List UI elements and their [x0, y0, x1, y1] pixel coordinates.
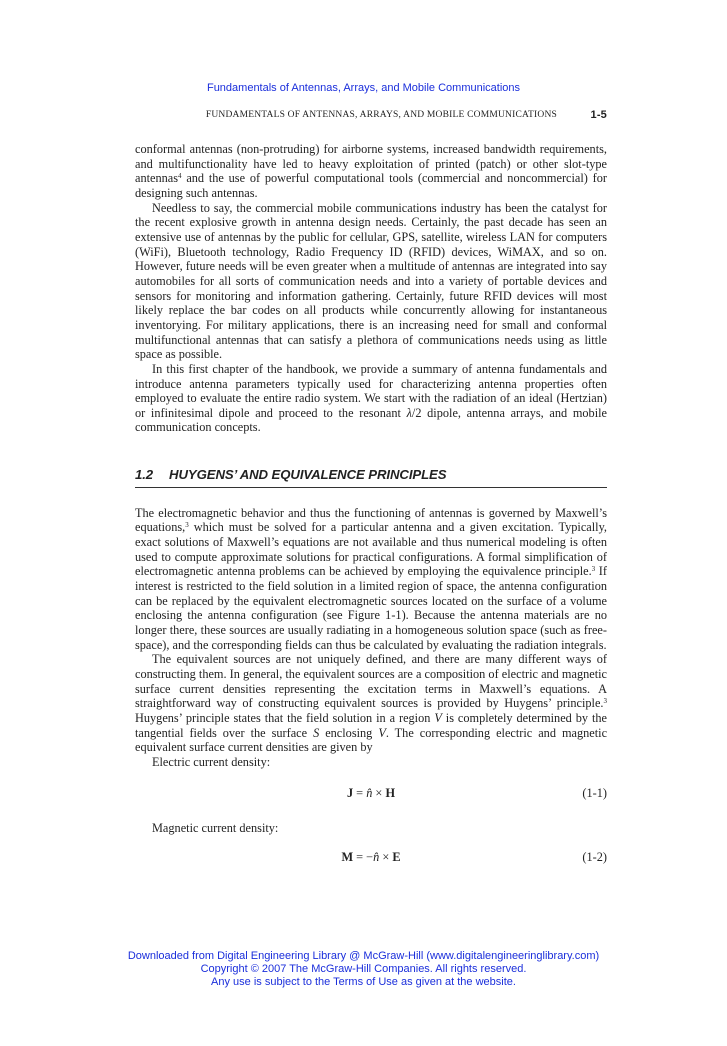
footer-notice [0, 950, 727, 989]
section-title: HUYGENS’ AND EQUIVALENCE PRINCIPLES [169, 467, 447, 483]
equation-1-2-body: M = −n̂ × E [341, 850, 401, 865]
intro-paragraph-2: Needless to say, the commercial mobile communications industry has been the catalyst for the recent explosive growth in antenna design needs. Certainly, the past decade has seen an extensive use of antennas by the public for cellular, GPS, satellite, wireless LAN for computers (WiFi), Bluetooth technology, Radio Frequency ID (RFID) devices, WiMAX, and so on. However, future needs will be even greater when a multitude of antennas are integrated into say automobiles for all sorts of communication needs and into a variety of portable devices and sensors for monitoring and information gathering. Certainly, future RFID devices will most likely replace the bar codes on all products while concurrently allowing for instantaneous inventorying. For military applications, there is an increasing need for small and conformal multifunctional antennas that can satisfy a plethora of communications needs using as little space as possible. [135, 200, 607, 362]
page-number: 1-5 [590, 109, 607, 121]
running-header-title: FUNDAMENTALS OF ANTENNAS, ARRAYS, AND MOBILE COMMUNICATIONS [205, 110, 557, 120]
equation-1-1-body: J = n̂ × H [346, 785, 396, 800]
section-paragraph-1: The electromagnetic behavior and thus the functioning of antennas is governed by Maxwell’s equations,$^3$ which must be solved for a particular antenna and a given excitation. Typically, exact solutions of Maxwell’s equations are not available and thus numerical modeling is often used to compute approximate solutions for practical configurations. A formal simplification of electromagnetic antenna problems can be achieved by employing the equivalence principle.$^3$ If interest is restricted to the field solution in a limited region of space, the antenna configuration can be replaced by the equivalent electromagnetic sources located on the surface of a volume enclosing the antenna configuration (see Figure 1-1). Because the antenna materials are no longer there, these sources are usually radiating in a homogeneous solution space (such as free-space), and the corresponding fields can thus be calculated by evaluating the radiation integrals. [135, 505, 607, 652]
intro-paragraph-1: conformal antennas (non-protruding) for airborne systems, increased bandwidth requirements, and multifunctionality have led to heavy exploitation of printed (patch) or other slot-type antennas$^4$ and the use of powerful computational tools (commercial and noncommercial) for designing such antennas. [135, 142, 607, 200]
magnetic-current-label: Magnetic current density: [152, 820, 279, 835]
equation-1-2 [135, 843, 607, 871]
section-heading [135, 468, 607, 488]
page-content [135, 142, 607, 871]
lambda-symbol: λ [406, 405, 412, 420]
electric-current-label: Electric current density: [152, 754, 271, 769]
footer-download-link[interactable]: Downloaded from Digital Engineering Library @ McGraw-Hill (www.digitalengineeringlibrary.com) [127, 950, 600, 962]
equation-number-1-2: (1-2) [582, 850, 607, 865]
reference-superscript: 3 [603, 697, 607, 706]
intro-paragraph-3: In this first chapter of the handbook, we provide a summary of antenna fundamentals and introduce antenna parameters typically used for characterizing antenna properties often employed to evaluate the entire radio system. We start with the radiation of an ideal (Hertzian) or infinitesimal dipole and proceed to the resonant λ/2 dipole, antenna arrays, and mobile communication concepts. [135, 361, 607, 435]
section-paragraph-2: The equivalent sources are not uniquely defined, and there are many different ways of constructing them. In general, the equivalent sources are a composition of electric and magnetic surface current densities representing the excitation terms in Maxwell’s equations. A straightforward way of constructing equivalent sources is provided by Huygens’ principle.$^3$ Huygens’ principle states that the field solution in a region V is completely determined by the tangential fields over the surface S enclosing V. The corresponding electric and magnetic equivalent surface current densities are given by [135, 652, 608, 755]
footer-copyright: Copyright © 2007 The McGraw-Hill Companies. All rights reserved. [200, 963, 527, 975]
book-title-link[interactable]: Fundamentals of Antennas, Arrays, and Mobile Communications [206, 82, 521, 94]
equation-1-1 [135, 779, 607, 807]
equation-number-1-1: (1-1) [582, 785, 607, 800]
reference-superscript: 4 [178, 172, 182, 181]
section-number: 1.2 [135, 467, 154, 483]
reference-superscript: 3 [591, 565, 596, 574]
running-header [135, 110, 607, 124]
footer-terms[interactable]: Any use is subject to the Terms of Use as given at the website. [211, 976, 516, 988]
reference-superscript: 3 [185, 521, 189, 530]
